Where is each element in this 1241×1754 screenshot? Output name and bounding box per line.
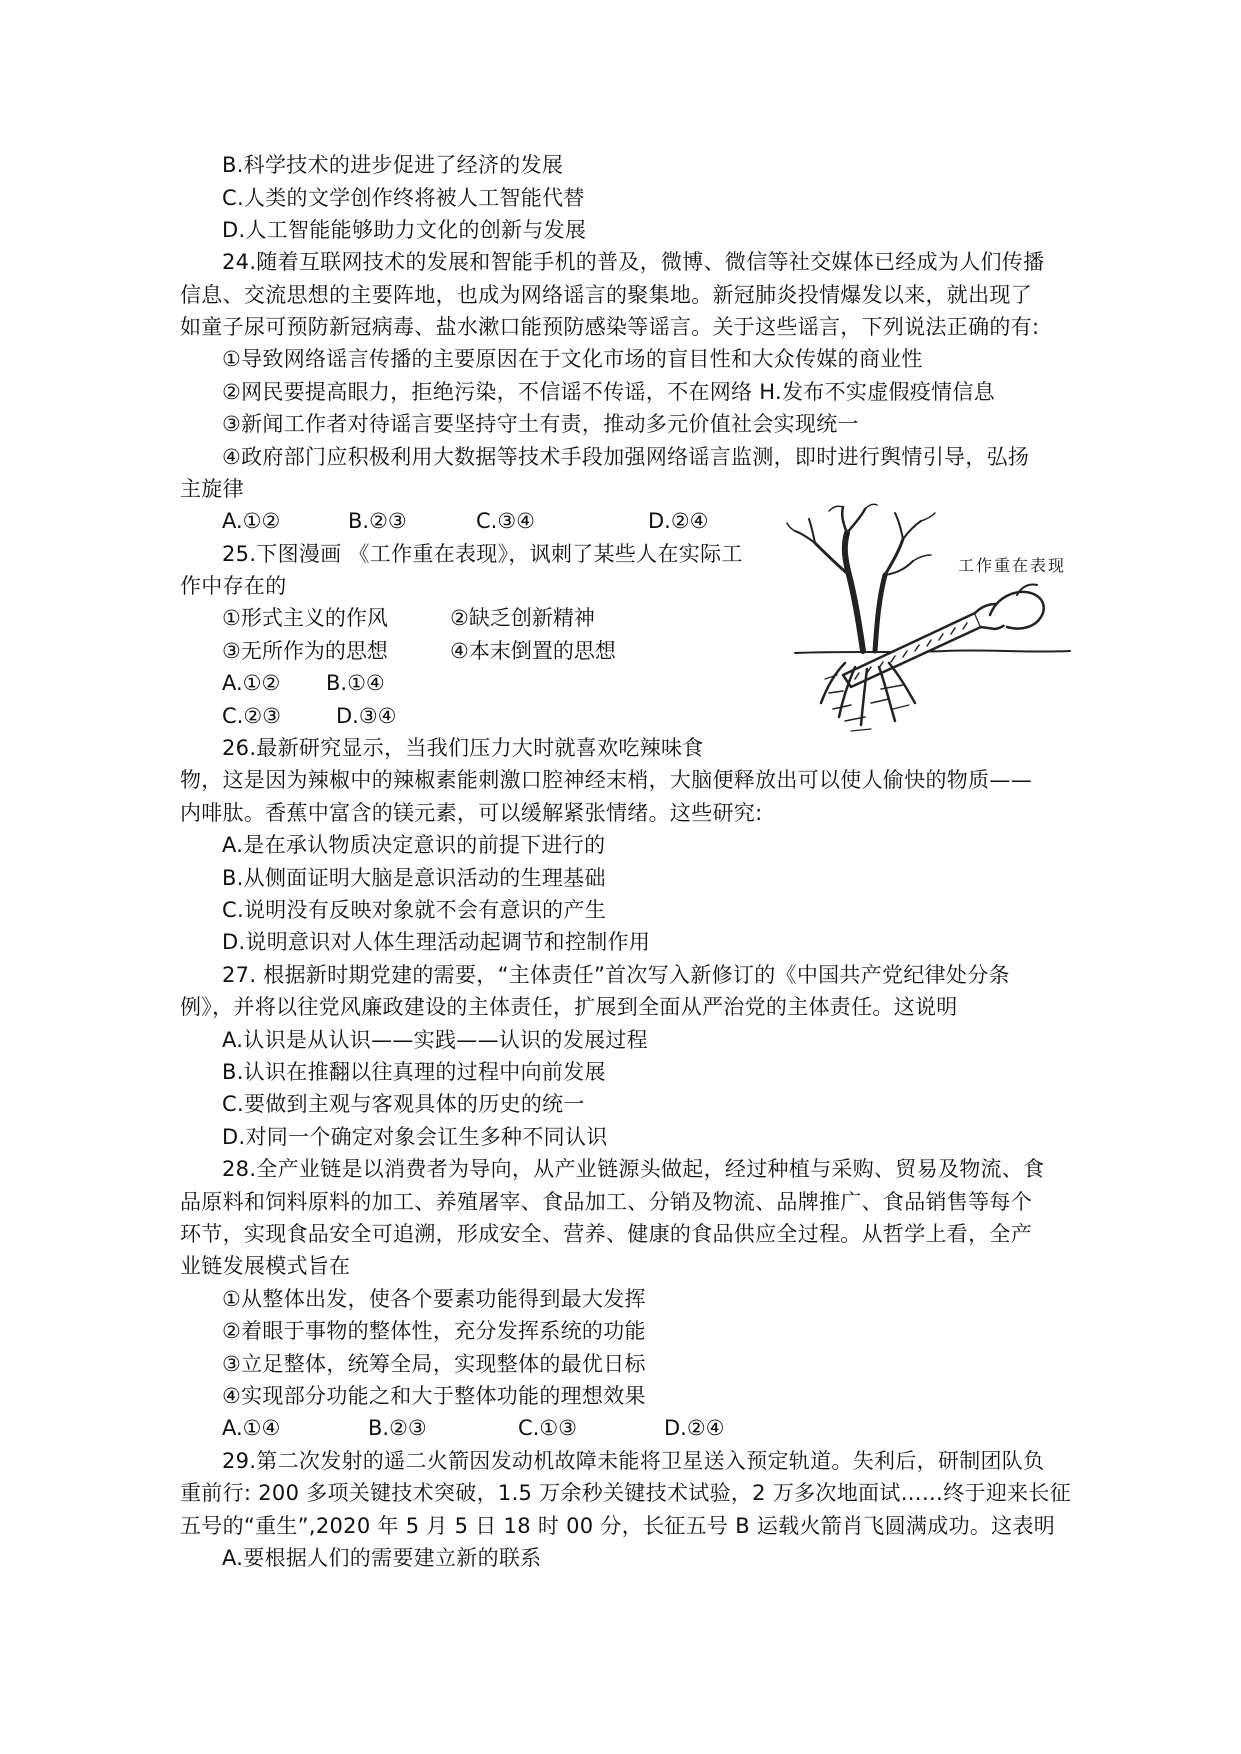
q24-stem-line-1: 24.随着互联网技术的发展和智能手机的普及，微博、微信等社交媒体已经成为人们传播 — [222, 250, 1045, 274]
q27-option-b: B.认识在推翻以往真理的过程中向前发展 — [222, 1060, 606, 1084]
q24-item-4-line-2: 主旋律 — [180, 477, 244, 501]
q28-stem-line-4: 业链发展模式旨在 — [180, 1254, 351, 1278]
q24-item-4-line-1: ④政府部门应积极利用大数据等技术手段加强网络谣言监测，即时进行舆情引导，弘扬 — [222, 445, 1030, 469]
q24-item-3: ③新闻工作者对待谣言要坚持守土有责，推动多元价值社会实现统一 — [222, 412, 859, 436]
q28-option-c: C.①③ — [518, 1416, 577, 1440]
q28-item-1: ①从整体出发，使各个要素功能得到最大发挥 — [222, 1287, 646, 1311]
q25-option-c: C.②③ — [222, 704, 281, 728]
q26-option-c: C.说明没有反映对象就不会有意识的产生 — [222, 898, 607, 922]
q24-item-2: ②网民要提高眼力，拒绝污染，不信谣不传谣，不在网络 H.发布不实虚假疫情信息 — [222, 380, 995, 404]
q27-option-d: D.对同一个确定对象会讧生多种不同认识 — [222, 1125, 608, 1149]
q29-stem-line-1: 29.第二次发射的遥二火箭因发动机故障未能将卫星送入预定轨道。失利后，研制团队负 — [222, 1449, 1045, 1473]
q28-option-a: A.①④ — [222, 1416, 281, 1440]
q24-stem-line-3: 如童子尿可预防新冠病毒、盐水漱口能预防感染等谣言。关于这些谣言，下列说法正确的有: — [180, 315, 1040, 339]
q25-item-2: ②缺乏创新精神 — [450, 606, 595, 630]
q28-option-b: B.②③ — [368, 1416, 427, 1440]
q25-item-4: ④本末倒置的思想 — [450, 639, 616, 663]
q26-option-a: A.是在承认物质决定意识的前提下进行的 — [222, 833, 606, 857]
q27-stem-line-2: 例》，并将以往党风廉政建设的主体责任，扩展到全面从严治党的主体责任。这说明 — [180, 995, 958, 1019]
q26-stem-line-1: 26.最新研究显示，当我们压力大时就喜欢吃辣味食 — [222, 736, 704, 760]
cartoon-tree-saw-image — [785, 503, 1075, 743]
q29-stem-line-2: 重前行: 200 多项关键技术突破，1.5 万余秒关键技术试验，2 万多次地面试……终于迎来长征 — [180, 1481, 1072, 1505]
q28-item-2: ②着眼于事物的整体性，充分发挥系统的功能 — [222, 1319, 646, 1343]
q25-option-a: A.①② — [222, 671, 281, 695]
q23-option-c: C.人类的文学创作终将被人工智能代替 — [222, 186, 585, 210]
q28-option-d: D.②④ — [664, 1416, 725, 1440]
q29-option-a: A.要根据人们的需要建立新的联系 — [222, 1546, 542, 1570]
q24-option-a: A.①② — [222, 509, 281, 533]
q28-stem-line-1: 28.全产业链是以消费者为导向，从产业链源头做起，经过种植与采购、贸易及物流、食 — [222, 1157, 1045, 1181]
q27-stem-line-1: 27. 根据新时期党建的需要，“主体责任”首次写入新修订的《中国共产党纪律处分条 — [222, 963, 1010, 987]
q28-stem-line-3: 环节，实现食品安全可追溯，形成安全、营养、健康的食品供应全过程。从哲学上看，全产 — [180, 1222, 1032, 1246]
q25-item-1: ①形式主义的作风 — [222, 606, 388, 630]
q24-item-1: ①导致网络谣言传播的主要原因在于文化市场的盲目性和大众传媒的商业性 — [222, 347, 923, 371]
q27-option-a: A.认识是从认识——实践——认识的发展过程 — [222, 1028, 648, 1052]
q25-option-b: B.①④ — [326, 671, 385, 695]
q28-item-4: ④实现部分功能之和大于整体功能的理想效果 — [222, 1384, 646, 1408]
q26-stem-line-2: 物，这是因为辣椒中的辣椒素能刺激口腔神经末梢，大脑便释放出可以使人偷快的物质—— — [180, 768, 1032, 792]
q24-stem-line-2: 信息、交流思想的主要阵地，也成为网络谣言的聚集地。新冠肺炎投情爆发以来，就出现了 — [180, 283, 1032, 307]
q26-stem-line-3: 内啡肽。香蕉中富含的镁元素，可以缓解紧张情绪。这些研究: — [180, 801, 763, 825]
cartoon-caption: 工作重在表现 — [958, 556, 1067, 575]
q26-option-d: D.说明意识对人体生理活动起调节和控制作用 — [222, 930, 651, 954]
q23-option-b: B.科学技术的进步促进了经济的发展 — [222, 153, 564, 177]
q24-option-d: D.②④ — [648, 509, 709, 533]
q25-stem-line-1: 25.下图漫画 《工作重在表现》，讽刺了某些人在实际工 — [222, 542, 743, 566]
q28-stem-line-2: 品原料和饲料原料的加工、养殖屠宰、食品加工、分销及物流、品牌推广、食品销售等每个 — [180, 1190, 1032, 1214]
q24-option-c: C.③④ — [476, 509, 535, 533]
q24-option-b: B.②③ — [348, 509, 407, 533]
q28-item-3: ③立足整体，统筹全局，实现整体的最优日标 — [222, 1352, 646, 1376]
q26-option-b: B.从侧面证明大脑是意识活动的生理基础 — [222, 866, 606, 890]
q25-option-d: D.③④ — [336, 704, 397, 728]
q27-option-c: C.要做到主观与客观具体的历史的统一 — [222, 1092, 585, 1116]
q29-stem-line-3: 五号的“重生”,2020 年 5 月 5 日 18 时 00 分，长征五号 B 运载火箭肖飞圆满成功。这表明 — [180, 1514, 1056, 1538]
q25-stem-line-2: 作中存在的 — [180, 574, 287, 598]
q23-option-d: D.人工智能能够助力文化的创新与发展 — [222, 218, 587, 242]
q25-item-3: ③无所作为的思想 — [222, 639, 388, 663]
